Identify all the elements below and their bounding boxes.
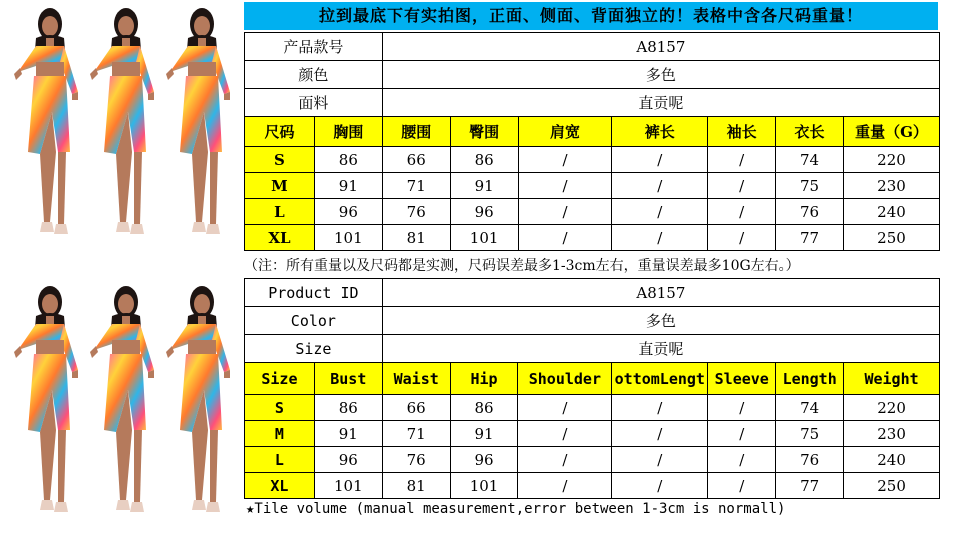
table-cell: 91 [314, 173, 382, 199]
table-cell: / [518, 447, 612, 473]
size-cell: S [245, 395, 315, 421]
table-cell: / [612, 447, 708, 473]
column-header: Size [245, 363, 315, 395]
table-cell: / [612, 395, 708, 421]
column-header: Sleeve [708, 363, 776, 395]
table-cell: 71 [382, 173, 450, 199]
table-cell: 86 [450, 395, 518, 421]
header-row [245, 117, 940, 147]
info-value: 多色 [382, 307, 939, 335]
column-header: 肩宽 [518, 117, 612, 147]
table-cell: 76 [776, 199, 844, 225]
info-row [245, 307, 940, 335]
info-label: 颜色 [245, 61, 383, 89]
table-cell: 75 [776, 421, 844, 447]
table-cell: / [612, 225, 708, 251]
table-cell: 76 [382, 199, 450, 225]
table-cell: / [612, 173, 708, 199]
table-row [245, 421, 940, 447]
table-cell: / [612, 421, 708, 447]
size-cell: M [245, 173, 315, 199]
column-header: Length [776, 363, 844, 395]
model-figure [158, 280, 238, 520]
table-cell: 76 [382, 447, 450, 473]
size-cell: XL [245, 225, 315, 251]
table-cell: / [708, 395, 776, 421]
table-cell: / [708, 199, 776, 225]
product-photo-group-bottom [6, 280, 238, 520]
table-cell: / [518, 147, 612, 173]
table-cell: 101 [450, 473, 518, 499]
size-cell: L [245, 199, 315, 225]
model-figure [82, 280, 162, 520]
table-cell: 240 [844, 447, 940, 473]
table-cell: / [612, 147, 708, 173]
table-cell: / [612, 199, 708, 225]
info-label: Product ID [245, 279, 383, 307]
size-cell: M [245, 421, 315, 447]
table-row [245, 473, 940, 499]
column-header: 胸围 [314, 117, 382, 147]
size-cell: L [245, 447, 315, 473]
product-photo-group-top [6, 2, 238, 242]
model-figure [6, 2, 86, 242]
column-header: ottomLengt [612, 363, 708, 395]
info-row [245, 89, 940, 117]
table-row [245, 147, 940, 173]
table-cell: 81 [382, 473, 450, 499]
table-cell: / [518, 421, 612, 447]
table-cell: 66 [382, 147, 450, 173]
table-cell: / [612, 473, 708, 499]
table-cell: 91 [450, 421, 518, 447]
table-row [245, 199, 940, 225]
table-cell: 86 [450, 147, 518, 173]
table-cell: / [518, 395, 612, 421]
info-value: A8157 [382, 33, 939, 61]
info-row [245, 335, 940, 363]
table-cell: 91 [314, 421, 382, 447]
table-cell: 220 [843, 147, 939, 173]
table-cell: 86 [314, 147, 382, 173]
model-figure [158, 2, 238, 242]
table-cell: / [518, 473, 612, 499]
table-cell: / [708, 225, 776, 251]
info-value: A8157 [382, 279, 939, 307]
table-cell: / [518, 225, 612, 251]
table-cell: 250 [843, 225, 939, 251]
column-header: 尺码 [245, 117, 315, 147]
table-cell: 77 [776, 225, 844, 251]
column-header: 腰围 [382, 117, 450, 147]
info-row [245, 33, 940, 61]
table-cell: / [708, 447, 776, 473]
size-cell: XL [245, 473, 315, 499]
table-row [245, 225, 940, 251]
size-cell: S [245, 147, 315, 173]
column-header: 衣长 [776, 117, 844, 147]
info-value: 多色 [382, 61, 939, 89]
table-cell: 86 [314, 395, 382, 421]
column-header: Weight [844, 363, 940, 395]
table-cell: 74 [776, 147, 844, 173]
info-row [245, 279, 940, 307]
table-cell: / [708, 473, 776, 499]
column-header: Bust [314, 363, 382, 395]
column-header: 袖长 [708, 117, 776, 147]
table-cell: 96 [450, 447, 518, 473]
table-cell: 101 [314, 225, 382, 251]
info-label: Color [245, 307, 383, 335]
measurement-note-en: ★Tile volume (manual measurement,error between 1-3cm is normall) [246, 501, 786, 517]
table-cell: 101 [450, 225, 518, 251]
table-cell: 77 [776, 473, 844, 499]
info-label: 产品款号 [245, 33, 383, 61]
header-row [245, 363, 940, 395]
info-value: 直贡呢 [382, 89, 939, 117]
table-cell: 220 [844, 395, 940, 421]
model-figure [6, 280, 86, 520]
table-cell: 240 [843, 199, 939, 225]
column-header: 重量（G） [843, 117, 939, 147]
table-cell: 250 [844, 473, 940, 499]
table-cell: / [518, 173, 612, 199]
table-cell: 81 [382, 225, 450, 251]
column-header: Shoulder [518, 363, 612, 395]
table-cell: 96 [314, 447, 382, 473]
info-label: 面料 [245, 89, 383, 117]
table-cell: / [708, 421, 776, 447]
table-cell: 96 [450, 199, 518, 225]
table-cell: / [708, 173, 776, 199]
table-cell: 71 [382, 421, 450, 447]
table-cell: / [708, 147, 776, 173]
measurement-note-cn: （注：所有重量以及尺码都是实测，尺码误差最多1-3cm左右，重量误差最多10G左右。） [244, 258, 800, 274]
column-header: Hip [450, 363, 518, 395]
promo-banner: 拉到最底下有实拍图，正面、侧面、背面独立的！表格中含各尺码重量！ [244, 2, 938, 30]
table-cell: 75 [776, 173, 844, 199]
info-value: 直贡呢 [382, 335, 939, 363]
table-cell: 96 [314, 199, 382, 225]
table-cell: 66 [382, 395, 450, 421]
size-table-cn [244, 32, 940, 251]
table-row [245, 395, 940, 421]
column-header: 裤长 [612, 117, 708, 147]
model-figure [82, 2, 162, 242]
column-header: Waist [382, 363, 450, 395]
table-row [245, 447, 940, 473]
table-cell: 230 [844, 421, 940, 447]
column-header: 臀围 [450, 117, 518, 147]
table-cell: 91 [450, 173, 518, 199]
table-row [245, 173, 940, 199]
info-label: Size [245, 335, 383, 363]
table-cell: 74 [776, 395, 844, 421]
table-cell: 101 [314, 473, 382, 499]
size-table-en [244, 278, 940, 499]
table-cell: 76 [776, 447, 844, 473]
table-cell: / [518, 199, 612, 225]
info-row [245, 61, 940, 89]
table-cell: 230 [843, 173, 939, 199]
